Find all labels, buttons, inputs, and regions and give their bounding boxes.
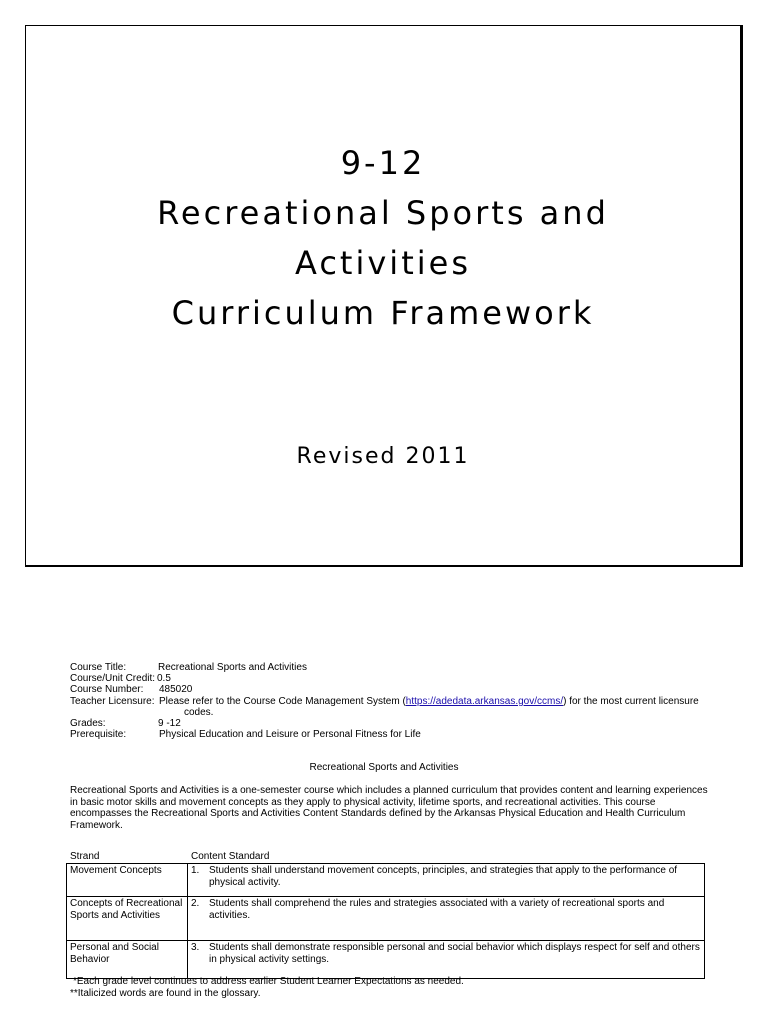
title-line-2: Activities [295,244,471,282]
standard-text: Students shall comprehend the rules and strategies associated with a variety of recreational sports and activities. [203,897,705,941]
title-box [25,25,743,567]
course-number-value: 485020 [159,684,193,695]
course-credit-value: 0.5 [157,673,171,684]
prerequisite-label: Prerequisite: [70,729,127,740]
teacher-licensure-value: Please refer to the Course Code Management System (https://adedata.arkansas.gov/ccms/) for the most current licensure [159,696,699,707]
course-number-label: Course Number: [70,684,144,695]
standard-number: 3. [188,941,204,979]
prerequisite-value: Physical Education and Leisure or Personal Fitness for Life [159,729,421,740]
standard-number: 2. [188,897,204,941]
footnote-2: **Italicized words are found in the glossary. [70,988,261,999]
course-title-value: Recreational Sports and Activities [158,662,307,673]
title-line-1: Recreational Sports and [157,194,609,232]
standard-text: Students shall understand movement concepts, principles, and strategies that apply to the performance of physical activity. [203,864,705,897]
content-standard-header: Content Standard [191,851,270,862]
ccms-link[interactable]: https://adedata.arkansas.gov/ccms/ [405,696,564,707]
table-row [67,897,705,941]
table-row [67,864,705,897]
strand-cell: Personal and Social Behavior [67,941,188,979]
title-grade: 9-12 [340,144,426,182]
grades-label: Grades: [70,718,106,729]
course-description: Recreational Sports and Activities is a one-semester course which includes a planned curriculum that provides content and learning experiences in basic motor skills and movement concepts as they apply to physical activity, lifetime sports, and recreational activities. This course encompasses the Recreational Sports and Activities Content Standards defined by the Arkansas Physical Education and Health Curriculum Framework. [70,785,708,831]
standard-number: 1. [188,864,204,897]
course-credit-label: Course/Unit Credit: [70,673,156,684]
strand-cell: Movement Concepts [67,864,188,897]
teacher-licensure-label: Teacher Licensure: [70,696,155,707]
revised-date: Revised 2011 [296,444,470,469]
title-line-3: Curriculum Framework [171,294,595,332]
standards-table [66,863,705,979]
strand-header: Strand [70,851,100,862]
grades-value: 9 -12 [158,718,181,729]
section-heading: Recreational Sports and Activities [309,762,459,773]
footnote-1: *Each grade level continues to address earlier Student Learner Expectations as needed. [73,976,464,987]
strand-cell: Concepts of Recreational Sports and Activities [67,897,188,941]
table-row [67,941,705,979]
standard-text: Students shall demonstrate responsible personal and social behavior which displays respect for self and others in physical activity settings. [203,941,705,979]
course-title-label: Course Title: [70,662,127,673]
